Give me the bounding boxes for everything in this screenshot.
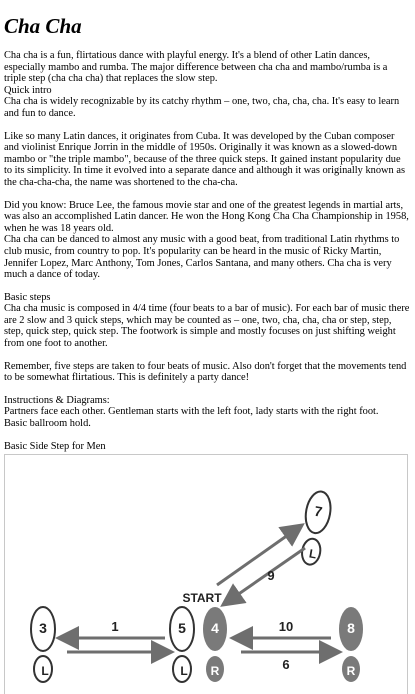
arrow-1-label: 1 bbox=[111, 619, 119, 635]
basic-steps-paragraph: Cha cha music is composed in 4/4 time (four beats to a bar of music). For each bar of music there are 2 slow and 3 quick steps, which may be counted as – one, two, cha, cha, cha or step, step, step, quick step, quick step. The footwork is simple and mostly focuses on just shifting weight from one foot to another. bbox=[4, 303, 410, 350]
rhythm-paragraph: Cha cha is widely recognizable by its catchy rhythm – one, two, cha, cha, cha. It's easy to learn and fun to dance. bbox=[4, 96, 400, 119]
music-paragraph: Cha cha can be danced to almost any music with a good beat, from traditional Latin rhythms to club music, from country to pop. It's popularity can be heard in the music of Ricky Martin, Jennifer Lopez, Marc Anthony, Tom Jones, Carlos Santana, and many others. Cha cha is very much a dance of today. bbox=[4, 234, 400, 281]
hold-paragraph: Basic ballroom hold. bbox=[4, 418, 91, 430]
diagram-caption: Basic Side Step for Men bbox=[4, 440, 106, 452]
bruce-lee-paragraph: Did you know: Bruce Lee, the famous movie star and one of the greatest legends in martial arts, was also an accomplished Latin dancer. He won the Hong Kong Cha Cha Championship in 1958, when he was 18 years old. bbox=[4, 199, 409, 234]
foot-5-number: 5 bbox=[178, 620, 186, 637]
foot-5-icon bbox=[170, 607, 194, 682]
reminder-paragraph: Remember, five steps are taken to four beats of music. Also don't forget that the movements tend to be somewhat flirtatious. This is definitely a party dance! bbox=[4, 360, 407, 384]
start-label: START bbox=[182, 591, 222, 606]
foot-8-number: 8 bbox=[347, 620, 355, 637]
side-step-diagram bbox=[4, 454, 408, 694]
intro-paragraph: Cha cha is a fun, flirtatious dance with playful energy. It's a blend of other Latin dances, especially mambo and rumba. The major difference between cha cha and mambo/rumba is a triple step (cha cha cha) that replaces the slow step. bbox=[4, 50, 388, 85]
foot-7-side: L bbox=[307, 546, 318, 562]
quick-intro-heading: Quick intro bbox=[4, 84, 52, 96]
basic-steps-heading: Basic steps bbox=[4, 291, 51, 303]
footstep-diagram-svg bbox=[5, 455, 408, 694]
arrow-start-to-7 bbox=[217, 530, 295, 585]
arrow-10-label: 10 bbox=[278, 619, 294, 635]
foot-8-side: R bbox=[346, 664, 356, 679]
foot-3-icon bbox=[31, 607, 55, 682]
arrow-6-label: 6 bbox=[282, 657, 290, 673]
foot-4-icon bbox=[203, 607, 227, 682]
page-title: Cha Cha bbox=[4, 14, 82, 38]
foot-7-number: 7 bbox=[313, 502, 324, 521]
partners-paragraph: Partners face each other. Gentleman starts with the left foot, lady starts with the right foot. bbox=[4, 406, 379, 418]
foot-5-side: L bbox=[180, 664, 188, 679]
foot-3-side: L bbox=[41, 664, 49, 679]
foot-7-icon bbox=[297, 490, 333, 567]
instructions-heading: Instructions & Diagrams: bbox=[4, 394, 110, 406]
article bbox=[0, 14, 415, 694]
origin-paragraph: Like so many Latin dances, it originates from Cuba. It was developed by the Cuban composer and violinist Enrique Jorrin in the middle of 1950s. Originally it was known as a slowed-down mambo or "the triple mambo", because of the three quick steps. It gained instant popularity due to its simplicity. In time it evolved into a separate dance and although it was originally known as the cha-cha-cha, the name was shortened to the cha-cha. bbox=[4, 130, 406, 188]
foot-4-number: 4 bbox=[211, 620, 219, 637]
foot-8-icon bbox=[339, 607, 363, 682]
foot-3-number: 3 bbox=[39, 620, 47, 637]
arrow-9-label: 9 bbox=[267, 568, 275, 584]
foot-4-side: R bbox=[210, 664, 220, 679]
